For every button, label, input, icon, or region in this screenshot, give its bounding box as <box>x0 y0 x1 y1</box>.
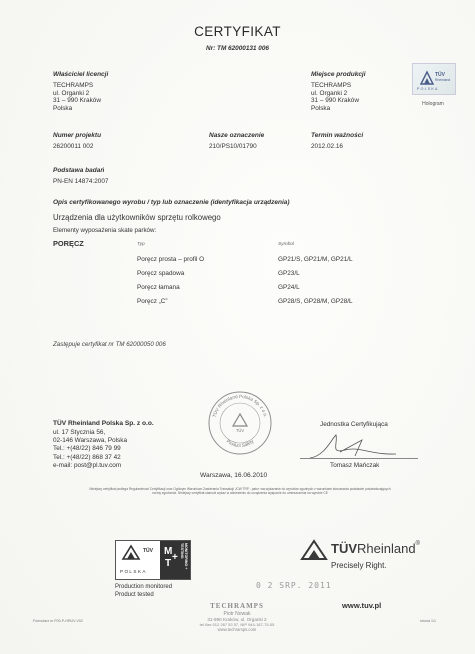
seal-center-text: TÜV <box>235 428 245 433</box>
tuv-brand-tagline: Precisely Right. <box>331 561 387 570</box>
tuv-triangle-icon <box>121 544 141 560</box>
licensee-line: TECHRAMPS <box>53 82 94 89</box>
product-symbol: GP28/S, GP28/M, GP28/L <box>278 298 353 305</box>
licensee-line: ul. Organki 2 <box>53 89 90 97</box>
hologram-caption: Hologram <box>422 101 444 107</box>
monitoring-plus-glyph: + <box>172 552 178 563</box>
validity-label: Termin ważności <box>311 132 364 139</box>
validity-block <box>311 132 363 151</box>
designation-label: Nasze oznaczenie <box>209 132 265 139</box>
monitoring-t-glyph: T <box>165 558 172 569</box>
monitoring-side-text: MONITORING + TESTING <box>180 543 188 570</box>
test-basis-label: Podstawa badań <box>53 167 105 174</box>
licensee-block <box>53 71 203 112</box>
product-type: Poręcz łamana <box>137 284 180 291</box>
product-name: PORĘCZ <box>53 239 84 248</box>
seal-bottom-text: Product Safety <box>225 438 255 449</box>
monitoring-caption-2: Product tested <box>115 592 154 598</box>
issuer-name: TÜV Rheinland Polska Sp. z o.o. <box>53 420 154 427</box>
certification-unit: Jednostka Certyfikująca <box>320 421 388 428</box>
designation-block <box>209 132 264 151</box>
company-stamp-web: www.techramps.com <box>217 627 257 632</box>
issuer-line: ul. 17 Stycznia 56, <box>53 429 106 436</box>
received-date-stamp: 0 2 SRP. 2011 <box>256 581 332 590</box>
monitoring-caption-1: Production monitored <box>115 584 173 590</box>
product-symbol: GP23/L <box>278 270 300 277</box>
product-symbol: GP21/S, GP21/M, GP21/L <box>278 256 353 263</box>
test-basis-value: PN-EN 14874:2007 <box>53 178 109 185</box>
designation-value: 210/PS10/01790 <box>209 143 257 150</box>
production-site-line: TECHRAMPS <box>311 82 352 89</box>
product-symbol: GP24/L <box>278 284 300 291</box>
project-block <box>53 132 101 151</box>
tuv-triangle-icon <box>233 414 247 426</box>
licensee-line: Polska <box>53 104 73 112</box>
company-stamp-contact: tel./fax 012 267 53 57, NIP 944-187-75-55 <box>199 622 275 627</box>
tuv-logo-triangle-icon <box>300 539 328 561</box>
product-sub-line: Elementy wyposażenia skate parków: <box>53 227 157 234</box>
product-description-label: Opis certyfikowanego wyrobu / typ lub oznaczenie (identyfikacja urządzenia) <box>53 199 290 206</box>
licensee-label: Właściciel licencji <box>53 71 109 78</box>
product-type: Poręcz prosta – profil O <box>137 256 205 263</box>
hologram <box>412 63 456 95</box>
validity-value: 2012.02.16 <box>311 143 343 150</box>
company-stamp <box>172 602 302 632</box>
tuv-brand-rest: Rheinland <box>357 541 416 556</box>
production-site-line: 31 – 990 Kraków <box>311 97 359 105</box>
product-type: Poręcz spadowa <box>137 270 185 277</box>
website-link[interactable]: www.tuv.pl <box>342 601 382 610</box>
company-stamp-address: 31-990 Kraków, ul. Organki 2 <box>207 617 267 622</box>
production-site-block <box>311 71 411 112</box>
issuer-line: Tel.: +(48/22) 868 37 42 <box>53 453 121 461</box>
project-value: 26200011 002 <box>53 143 94 150</box>
product-main-line: Urządzenia dla użytkowników sprzętu rolkowego <box>53 213 221 222</box>
production-site-line: ul. Organki 2 <box>311 89 348 97</box>
test-basis-block <box>53 167 108 186</box>
monitoring-m-glyph: M <box>164 546 173 557</box>
signature-line <box>300 458 418 459</box>
company-stamp-name: TECHRAMPS <box>210 602 264 610</box>
fine-print: Niniejszy certyfikat podlega Regulaminowi Certyfikacji oraz Ogólnym Warunkom Zawierania Transakcji JCW TRP - patrz: ww.wykazanie do wyrobów zgodnych z warunkami stosowania podstawie poświadczających normy zgodności. Niniejszy certyfikat stanowi wykaz w odniesieniu do urządzenia wyłącznie do umieszczenia na wyrobie CE <box>89 487 391 495</box>
hologram-logo-text: TÜV <box>435 72 445 78</box>
tuv-brand-wordmark <box>331 541 420 556</box>
issuer-block <box>53 420 154 470</box>
certificate-title: CERTYFIKAT <box>194 24 281 39</box>
issuer-line: e-mail: post@pl.tuv.com <box>53 461 122 469</box>
svg-text:Product Safety <box>225 438 255 448</box>
project-label: Numer projektu <box>53 132 102 139</box>
company-stamp-person: Piotr Nowak <box>223 611 251 617</box>
tuv-brand-reg: ® <box>415 541 420 547</box>
issuer-line: Tel.: +(48/22) 846 79 99 <box>53 445 121 453</box>
monitoring-brand: TÜV <box>143 548 153 554</box>
hologram-sub-text: Rheinland <box>435 78 451 82</box>
signatory-name: Tomasz Mańczak <box>330 462 380 469</box>
hologram-country: POLSKA <box>417 87 439 91</box>
production-site-label: Miejsce produkcji <box>311 71 366 78</box>
monitoring-mark <box>115 540 191 580</box>
place-date: Warszawa, 16.06.2010 <box>200 472 268 479</box>
form-code: Formularz nr F09-P-HRUV-V02 <box>33 619 83 623</box>
tuv-brand-bold: TÜV <box>331 541 357 556</box>
page-code: strona 1/1 <box>420 619 436 623</box>
monitoring-country: POLSKA <box>120 569 147 574</box>
product-type: Poręcz „C” <box>137 298 168 305</box>
certification-seal <box>207 390 273 456</box>
symbol-header: Symbol <box>278 242 294 247</box>
replaces-note: Zastępuje certyfikat nr TM 62000050 006 <box>53 341 166 348</box>
type-header: Typ <box>137 242 145 247</box>
licensee-line: 31 – 990 Kraków <box>53 97 101 105</box>
production-site-line: Polska <box>311 104 331 112</box>
issuer-line: 02-146 Warszawa, Polska <box>53 437 127 445</box>
seal-ring-text: TÜV Rheinland Polska Sp. z o.o. <box>211 393 269 418</box>
certificate-number: Nr: TM 62000131 006 <box>206 45 269 52</box>
